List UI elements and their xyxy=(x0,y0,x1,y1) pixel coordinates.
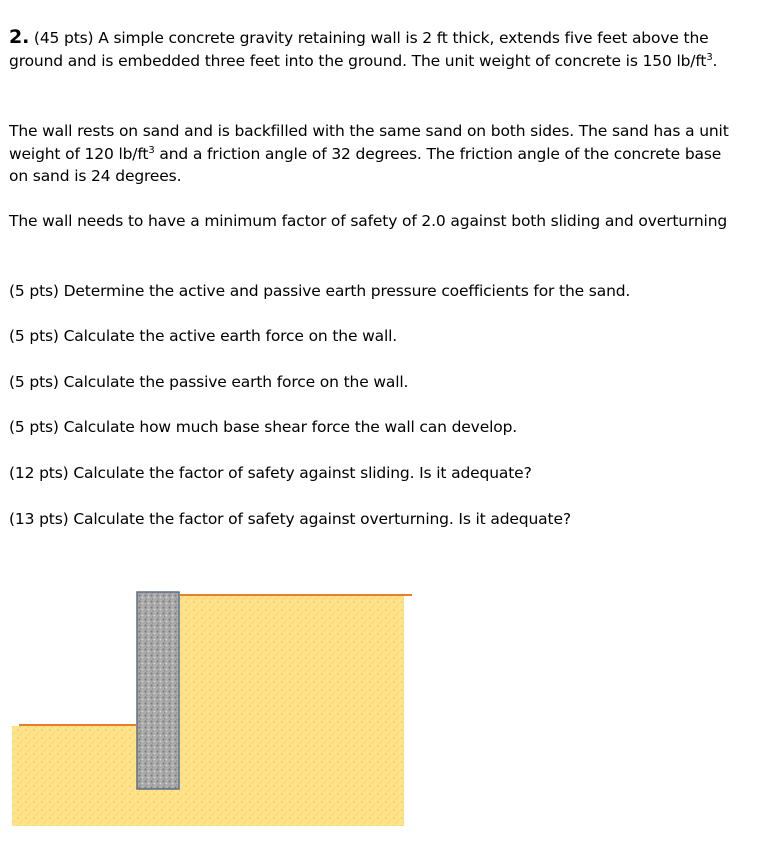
superscript-3: 3 xyxy=(706,51,713,63)
question-item: (5 pts) Calculate how much base shear force the wall can develop. xyxy=(9,418,518,436)
question-item: (5 pts) Determine the active and passive earth pressure coefficients for the sand. xyxy=(9,282,631,300)
question-item: (5 pts) Calculate the active earth force on the wall. xyxy=(9,327,398,345)
concrete-wall xyxy=(137,592,179,789)
superscript-3: 3 xyxy=(148,144,155,156)
sand-text-a: The wall rests on sand and is backfilled with the same sand on both sides. The sand has a unit weight of 120 lb/ft xyxy=(9,122,729,163)
sand-text-b: and a friction angle of 32 degrees. The friction angle of the concrete base on sand is 24 degrees. xyxy=(9,144,722,185)
question-item: (13 pts) Calculate the factor of safety against overturning. Is it adequate? xyxy=(9,510,571,528)
problem-number: 2. xyxy=(9,26,30,48)
problem-intro-text: (45 pts) A simple concrete gravity retaining wall is 2 ft thick, extends five feet above the ground and is embedded three feet into the ground. The unit weight of concrete is 150 lb/ft xyxy=(9,29,709,70)
intro-period: . xyxy=(712,51,718,70)
sand-below-wall xyxy=(136,789,180,826)
question-item: (5 pts) Calculate the passive earth force on the wall. xyxy=(9,373,409,391)
front-sand-left xyxy=(12,726,138,826)
problem-safety-requirement: The wall needs to have a minimum factor of safety of 2.0 against both sliding and overturning xyxy=(9,212,728,230)
question-item: (12 pts) Calculate the factor of safety against sliding. Is it adequate? xyxy=(9,464,532,482)
backfill-sand-right xyxy=(178,596,404,826)
